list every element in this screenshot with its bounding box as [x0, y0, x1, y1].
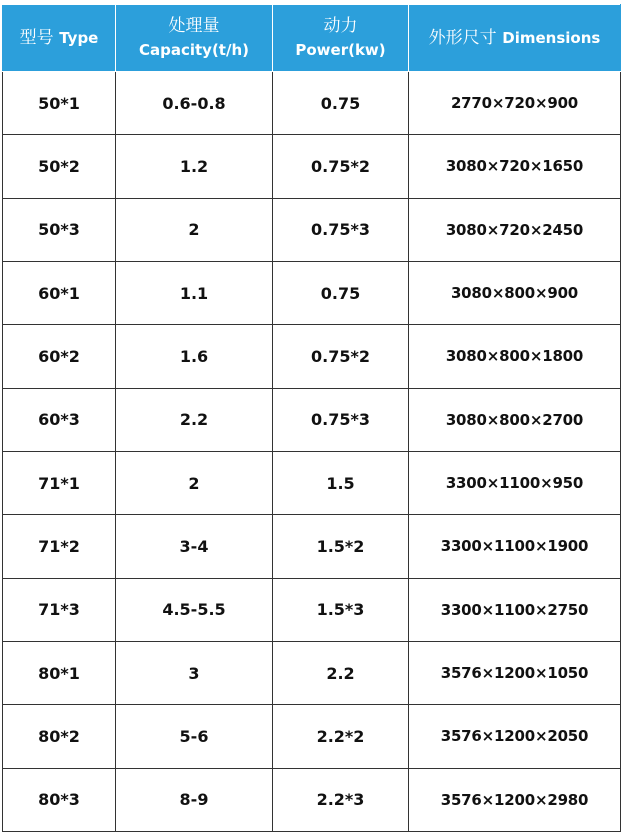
cell-capacity: 2 [116, 451, 273, 514]
header-power-zh: 动力 [323, 16, 358, 36]
cell-dimensions: 3080×720×1650 [409, 135, 621, 198]
header-dimensions [409, 5, 621, 72]
header-power-en: Power(kw) [295, 41, 386, 59]
cell-power: 2.2*2 [273, 705, 409, 768]
cell-capacity: 2.2 [116, 388, 273, 451]
cell-dimensions: 3080×800×1800 [409, 325, 621, 388]
cell-dimensions: 3080×800×2700 [409, 388, 621, 451]
cell-type: 71*2 [3, 515, 116, 578]
header-dimensions-zh: 外形尺寸 [428, 28, 497, 48]
cell-dimensions: 2770×720×900 [409, 72, 621, 135]
cell-capacity: 1.2 [116, 135, 273, 198]
table-row [3, 768, 621, 831]
cell-power: 0.75*3 [273, 388, 409, 451]
header-row [3, 5, 621, 72]
cell-type: 50*3 [3, 198, 116, 261]
cell-dimensions: 3576×1200×2050 [409, 705, 621, 768]
table-row [3, 72, 621, 135]
cell-capacity: 3-4 [116, 515, 273, 578]
cell-dimensions: 3080×720×2450 [409, 198, 621, 261]
cell-power: 0.75*2 [273, 325, 409, 388]
cell-dimensions: 3576×1200×1050 [409, 641, 621, 704]
table-row [3, 515, 621, 578]
cell-type: 71*3 [3, 578, 116, 641]
cell-power: 1.5*3 [273, 578, 409, 641]
cell-capacity: 4.5-5.5 [116, 578, 273, 641]
cell-capacity: 2 [116, 198, 273, 261]
cell-power: 2.2*3 [273, 768, 409, 831]
header-capacity [116, 5, 273, 72]
table-row [3, 198, 621, 261]
cell-power: 0.75 [273, 72, 409, 135]
cell-type: 80*1 [3, 641, 116, 704]
cell-power: 1.5*2 [273, 515, 409, 578]
table-row [3, 578, 621, 641]
header-capacity-en: Capacity(t/h) [138, 41, 249, 59]
cell-capacity: 3 [116, 641, 273, 704]
cell-capacity: 1.6 [116, 325, 273, 388]
cell-dimensions: 3300×1100×950 [409, 451, 621, 514]
cell-power: 1.5 [273, 451, 409, 514]
table-row [3, 325, 621, 388]
header-type-en: Type [59, 29, 99, 47]
cell-capacity: 5-6 [116, 705, 273, 768]
cell-power: 2.2 [273, 641, 409, 704]
cell-power: 0.75 [273, 261, 409, 324]
header-type [3, 5, 116, 72]
cell-type: 50*1 [3, 72, 116, 135]
cell-power: 0.75*3 [273, 198, 409, 261]
cell-capacity: 8-9 [116, 768, 273, 831]
table-row [3, 135, 621, 198]
header-power [273, 5, 409, 72]
cell-dimensions: 3300×1100×1900 [409, 515, 621, 578]
cell-type: 60*1 [3, 261, 116, 324]
header-capacity-zh: 处理量 [168, 16, 220, 36]
cell-type: 50*2 [3, 135, 116, 198]
cell-type: 80*3 [3, 768, 116, 831]
cell-dimensions: 3576×1200×2980 [409, 768, 621, 831]
cell-type: 71*1 [3, 451, 116, 514]
cell-capacity: 1.1 [116, 261, 273, 324]
cell-dimensions: 3300×1100×2750 [409, 578, 621, 641]
table-row [3, 388, 621, 451]
header-dimensions-en: Dimensions [502, 29, 601, 47]
table-row [3, 705, 621, 768]
table-row [3, 261, 621, 324]
spec-table [2, 4, 621, 832]
cell-type: 80*2 [3, 705, 116, 768]
cell-capacity: 0.6-0.8 [116, 72, 273, 135]
table-row [3, 451, 621, 514]
cell-dimensions: 3080×800×900 [409, 261, 621, 324]
cell-type: 60*3 [3, 388, 116, 451]
table-row [3, 641, 621, 704]
header-type-zh: 型号 [19, 28, 54, 48]
cell-type: 60*2 [3, 325, 116, 388]
cell-power: 0.75*2 [273, 135, 409, 198]
